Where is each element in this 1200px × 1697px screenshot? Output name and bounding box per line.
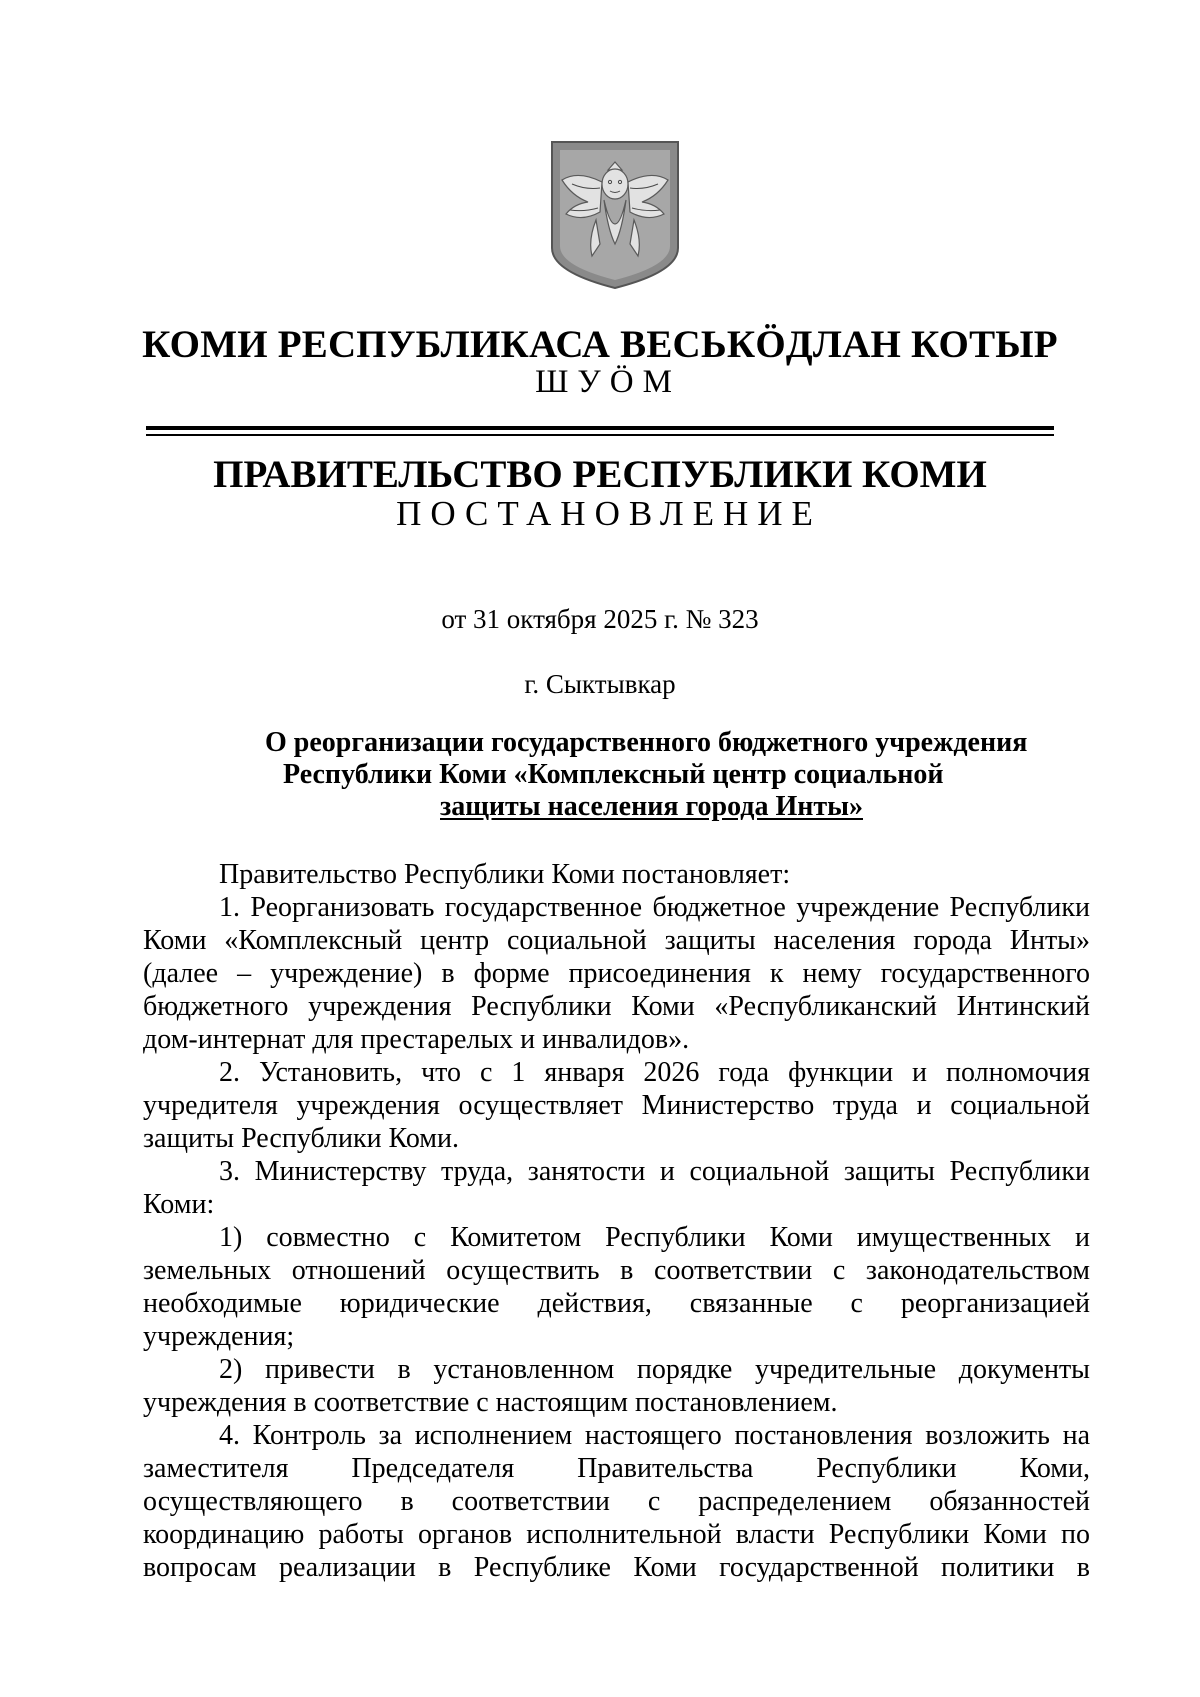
body-paragraph-3-1: 1) совместно с Комитетом Республики Коми имущественных и земельных отношений осуществить в соответствии с законодательством необходимые юридические действия, связанные с реорганизацией учреждения; (143, 1222, 1090, 1352)
header-document-type: ПОСТАНОВЛЕНИЕ (396, 494, 822, 533)
body-intro: Правительство Республики Коми постановляет: (219, 859, 791, 890)
document-date-number: от 31 октября 2025 г. № 323 (441, 604, 759, 634)
document-title-line-1: О реорганизации государственного бюджетного учреждения (265, 727, 1028, 758)
komi-coat-of-arms-emblem (548, 140, 682, 292)
body-paragraph-1: 1. Реорганизовать государственное бюджетное учреждение Республики Коми «Комплексный центр социальной защиты населения города Инты» (далее – учреждение) в форме присоединения к нему государственного бюджетного учреждения Республики Коми «Республиканский Интинский дом-интернат для престарелых и инвалидов». (143, 892, 1090, 1055)
document-body (143, 858, 1090, 1584)
header-komi-document-type: ШУӦМ (535, 364, 681, 400)
document-title-line-2: Республики Коми «Комплексный центр социальной (283, 759, 944, 790)
body-paragraph-3: 3. Министерству труда, занятости и социальной защиты Республики Коми: (143, 1156, 1090, 1220)
body-paragraph-3-2: 2) привести в установленном порядке учредительные документы учреждения в соответствие с настоящим постановлением. (143, 1354, 1090, 1418)
header-divider-thick (146, 426, 1054, 430)
document-title-line-3: защиты населения города Инты» (440, 791, 863, 822)
header-government-title: ПРАВИТЕЛЬСТВО РЕСПУБЛИКИ КОМИ (213, 453, 987, 496)
body-paragraph-2: 2. Установить, что с 1 января 2026 года функции и полномочия учредителя учреждения осуществляет Министерство труда и социальной защиты Республики Коми. (143, 1057, 1090, 1154)
header-divider-thin (146, 434, 1054, 436)
header-komi-title: КОМИ РЕСПУБЛИКАСА ВЕСЬКӦДЛАН КОТЫР (142, 323, 1058, 366)
body-paragraph-4: 4. Контроль за исполнением настоящего постановления возложить на заместителя Председателя Правительства Республики Коми, осуществляющего в соответствии с распределением обязанностей координацию работы органов исполнительной власти Республики Коми по вопросам реализации в Республике Коми государственной политики в (143, 1420, 1090, 1583)
document-city: г. Сыктывкар (524, 669, 676, 699)
